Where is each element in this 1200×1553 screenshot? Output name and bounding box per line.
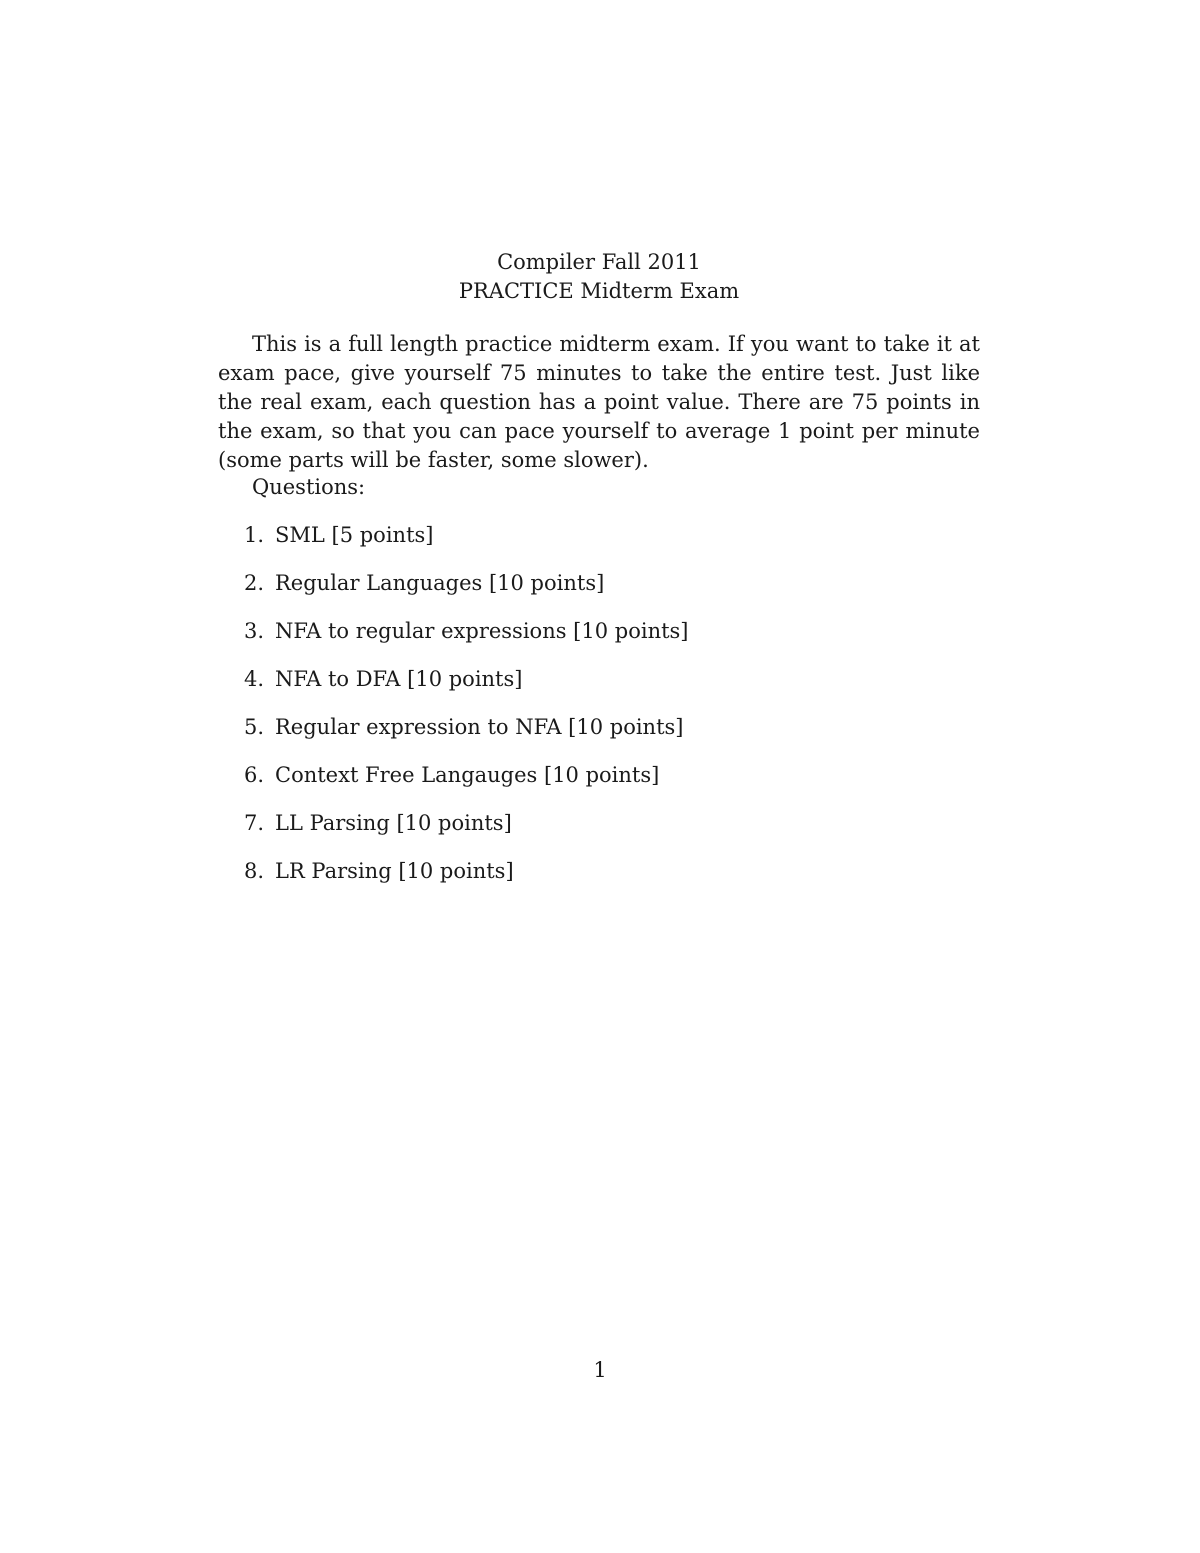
title-block	[218, 248, 980, 306]
question-text: SML [5 points]	[275, 523, 434, 547]
question-number: 4.	[244, 667, 265, 691]
question-number: 7.	[244, 811, 265, 835]
question-number: 5.	[244, 715, 265, 739]
question-number: 2.	[244, 571, 265, 595]
question-text: LL Parsing [10 points]	[275, 811, 512, 835]
question-number: 1.	[244, 523, 265, 547]
question-text: Context Free Langauges [10 points]	[275, 763, 660, 787]
question-number: 3.	[244, 619, 265, 643]
question-text: Regular Languages [10 points]	[275, 571, 605, 595]
exam-title: PRACTICE Midterm Exam	[458, 279, 740, 303]
question-list	[244, 521, 689, 905]
question-item	[244, 617, 689, 665]
question-number: 8.	[244, 859, 265, 883]
question-text: NFA to DFA [10 points]	[275, 667, 523, 691]
question-text: NFA to regular expressions [10 points]	[275, 619, 689, 643]
question-number: 6.	[244, 763, 265, 787]
page-number: 1	[593, 1358, 607, 1382]
course-title: Compiler Fall 2011	[497, 250, 701, 274]
intro-paragraph: This is a full length practice midterm exam. If you want to take it at exam pace, give yourself 75 minutes to take the entire test. Just like the real exam, each question has a point value. There are 75 points in the exam, so that you can pace yourself to average 1 point per minute (some parts will be faster, some slower).	[218, 332, 980, 472]
questions-label: Questions:	[252, 475, 366, 499]
question-item	[244, 665, 689, 713]
question-item	[244, 857, 689, 905]
question-text: Regular expression to NFA [10 points]	[275, 715, 684, 739]
question-item	[244, 521, 689, 569]
question-item	[244, 713, 689, 761]
question-item	[244, 809, 689, 857]
question-item	[244, 761, 689, 809]
question-text: LR Parsing [10 points]	[275, 859, 514, 883]
question-item	[244, 569, 689, 617]
